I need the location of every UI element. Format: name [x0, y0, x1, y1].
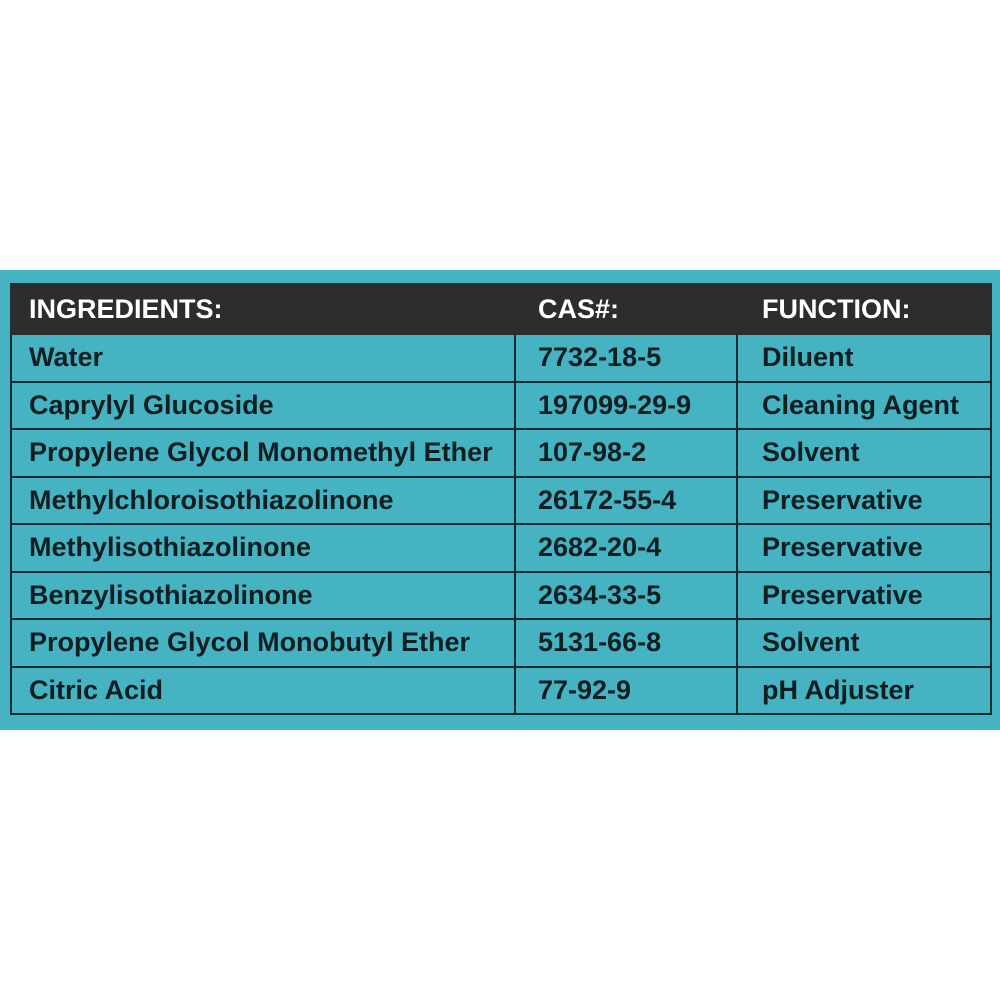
header-function: FUNCTION:: [737, 284, 991, 334]
cas-number: 2682-20-4: [515, 524, 737, 572]
header-ingredients: INGREDIENTS:: [11, 284, 515, 334]
ingredient-name: Caprylyl Glucoside: [11, 382, 515, 430]
cas-number: 197099-29-9: [515, 382, 737, 430]
ingredient-name: Methylchloroisothiazolinone: [11, 477, 515, 525]
cas-number: 5131-66-8: [515, 619, 737, 667]
table-row: [11, 382, 991, 430]
ingredient-function: Diluent: [737, 334, 991, 382]
ingredient-name: Methylisothiazolinone: [11, 524, 515, 572]
ingredient-name: Propylene Glycol Monomethyl Ether: [11, 429, 515, 477]
table-row: [11, 667, 991, 715]
table-row: [11, 429, 991, 477]
ingredient-function: pH Adjuster: [737, 667, 991, 715]
ingredient-function: Preservative: [737, 572, 991, 620]
ingredient-name: Water: [11, 334, 515, 382]
table-header-row: [11, 284, 991, 334]
cas-number: 107-98-2: [515, 429, 737, 477]
header-cas: CAS#:: [515, 284, 737, 334]
cas-number: 77-92-9: [515, 667, 737, 715]
cas-number: 2634-33-5: [515, 572, 737, 620]
table-row: [11, 572, 991, 620]
table-row: [11, 334, 991, 382]
ingredient-function: Solvent: [737, 429, 991, 477]
cas-number: 26172-55-4: [515, 477, 737, 525]
ingredients-table: [10, 283, 992, 715]
ingredient-function: Preservative: [737, 524, 991, 572]
cas-number: 7732-18-5: [515, 334, 737, 382]
ingredient-function: Cleaning Agent: [737, 382, 991, 430]
ingredient-function: Preservative: [737, 477, 991, 525]
table-row: [11, 619, 991, 667]
ingredient-name: Citric Acid: [11, 667, 515, 715]
ingredient-name: Propylene Glycol Monobutyl Ether: [11, 619, 515, 667]
table-row: [11, 524, 991, 572]
ingredient-name: Benzylisothiazolinone: [11, 572, 515, 620]
ingredient-function: Solvent: [737, 619, 991, 667]
table-row: [11, 477, 991, 525]
